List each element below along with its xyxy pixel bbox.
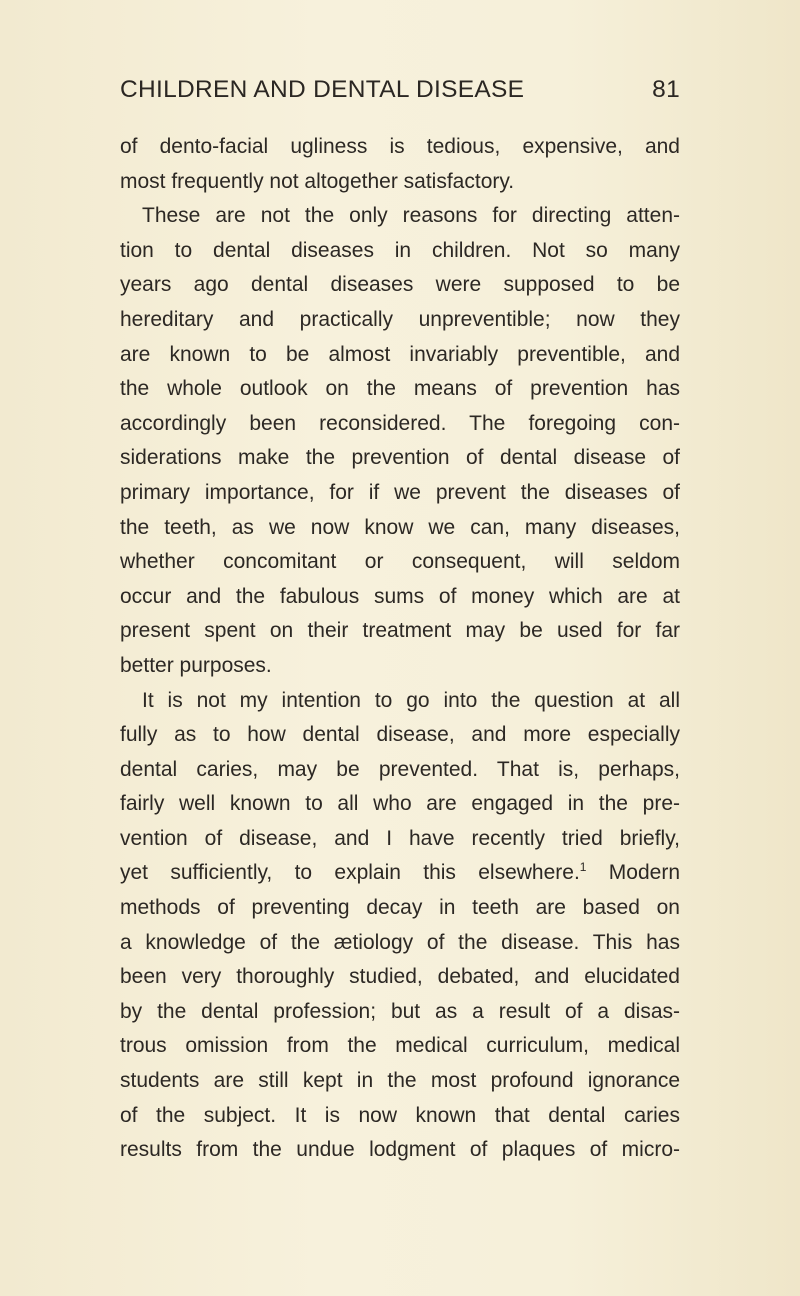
- text-line-content: tion to dental diseases in children. Not so many: [120, 238, 680, 262]
- text-line: [120, 787, 680, 822]
- text-line-content: a knowledge of the ætiology of the disease. This has: [120, 930, 680, 954]
- text-line: [120, 1099, 680, 1134]
- text-line-content: hereditary and practically unpreventible; now they: [120, 307, 680, 331]
- body-text: [120, 130, 680, 1168]
- text-line: [120, 960, 680, 995]
- running-head: [120, 76, 680, 112]
- text-line-content: occur and the fabulous sums of money which are at: [120, 584, 680, 608]
- text-line: [120, 926, 680, 961]
- text-line: [120, 268, 680, 303]
- page-number: 81: [652, 76, 680, 103]
- text-line-content: students are still kept in the most profound ignorance: [120, 1069, 680, 1093]
- text-line: [120, 199, 680, 234]
- text-line-content: accordingly been reconsidered. The foregoing con-: [120, 411, 680, 435]
- text-line-content: better purposes.: [120, 653, 272, 677]
- text-line: [120, 1064, 680, 1099]
- text-line: [120, 441, 680, 476]
- text-line-content: dental caries, may be prevented. That is, perhaps,: [120, 757, 680, 781]
- text-line: [120, 580, 680, 615]
- text-line-content: whether concomitant or consequent, will seldom: [120, 550, 680, 574]
- text-line-content: the teeth, as we now know we can, many diseases,: [120, 515, 680, 539]
- text-line-content: most frequently not altogether satisfactory.: [120, 169, 515, 193]
- text-line: [120, 130, 680, 165]
- text-line-content: the whole outlook on the means of prevention has: [120, 377, 680, 401]
- text-line-content: results from the undue lodgment of plaques of micro-: [120, 1138, 680, 1162]
- text-line-tail: Modern: [586, 861, 680, 885]
- text-line-content: primary importance, for if we prevent the diseases of: [120, 480, 680, 504]
- footnote-mark: 1: [579, 860, 587, 875]
- text-line: [120, 1029, 680, 1064]
- text-line-content: years ago dental diseases were supposed to be: [120, 273, 680, 297]
- text-line: [120, 372, 680, 407]
- text-line: [120, 234, 680, 269]
- text-line-content: of the subject. It is now known that dental caries: [120, 1103, 680, 1127]
- text-line: [120, 614, 680, 649]
- text-line: [120, 684, 680, 719]
- text-line: [120, 822, 680, 857]
- text-line-content: present spent on their treatment may be used for far: [120, 619, 680, 643]
- text-line-content: trous omission from the medical curriculum, medical: [120, 1034, 680, 1058]
- text-line: [120, 856, 680, 891]
- text-line-content: vention of disease, and I have recently tried briefly,: [120, 826, 680, 850]
- text-line: [120, 649, 680, 684]
- text-line: [120, 753, 680, 788]
- text-line: [120, 511, 680, 546]
- text-line-content: by the dental profession; but as a result of a disas-: [120, 999, 680, 1023]
- text-line: [120, 407, 680, 442]
- text-line: [120, 476, 680, 511]
- text-line-content: of dento-facial ugliness is tedious, expensive, and: [120, 135, 680, 158]
- text-line-content: siderations make the prevention of dental disease of: [120, 446, 680, 470]
- text-line: [120, 303, 680, 338]
- text-line-content: These are not the only reasons for directing atten-: [142, 204, 680, 228]
- text-line: [120, 995, 680, 1030]
- text-line: [120, 718, 680, 753]
- text-line-content: been very thoroughly studied, debated, and elucidated: [120, 965, 680, 989]
- text-line-content: methods of preventing decay in teeth are based on: [120, 896, 680, 920]
- text-line-content: It is not my intention to go into the question at all: [142, 688, 680, 712]
- text-line: [120, 165, 680, 200]
- running-head-title: CHILDREN AND DENTAL DISEASE: [120, 76, 525, 103]
- text-line: [120, 891, 680, 926]
- text-line: [120, 1133, 680, 1168]
- text-line-content: fairly well known to all who are engaged in the pre-: [120, 792, 680, 816]
- text-line: [120, 545, 680, 580]
- text-line-content: are known to be almost invariably preventible, and: [120, 342, 680, 366]
- text-line: [120, 338, 680, 373]
- text-line-content: fully as to how dental disease, and more especially: [120, 723, 680, 747]
- text-line-content: yet sufficiently, to explain this elsewhere.: [120, 861, 580, 885]
